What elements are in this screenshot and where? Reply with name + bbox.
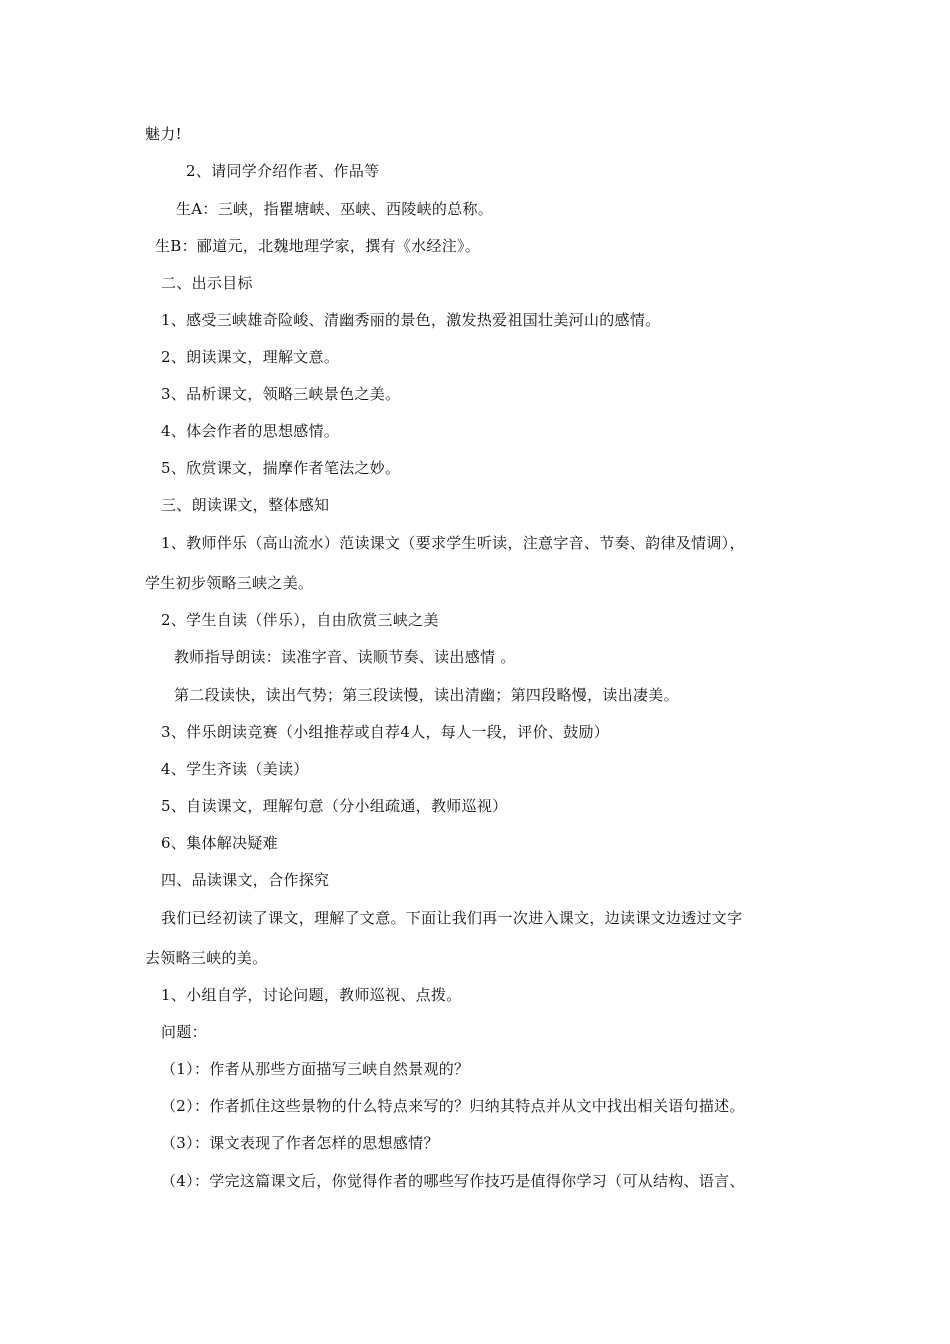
text-line: 2、学生自读（伴乐），自由欣赏三峡之美	[161, 611, 439, 629]
question-item: （4）：学完这篇课文后，你觉得作者的哪些写作技巧是值得你学习（可从结构、语言、	[161, 1172, 745, 1190]
text-line: 6、集体解决疑难	[161, 834, 278, 852]
text-line: 3、伴乐朗读竞赛（小组推荐或自荐4人，每人一段，评价、鼓励）	[161, 723, 610, 741]
text-line: 问题：	[161, 1023, 207, 1041]
text-line: 第二段读快，读出气势；第三段读慢，读出清幽；第四段略慢，读出凄美。	[174, 686, 679, 704]
question-item: （3）：课文表现了作者怎样的思想感情？	[161, 1134, 439, 1152]
text-line: 去领略三峡的美。	[145, 949, 268, 967]
text-line: 学生初步领略三峡之美。	[145, 574, 314, 592]
section-heading: 四、品读课文，合作探究	[161, 871, 330, 889]
text-line: 5、自读课文，理解句意（分小组疏通，教师巡视）	[161, 797, 508, 815]
text-line: 1、小组自学，讨论问题，教师巡视、点拨。	[161, 986, 462, 1004]
text-line: 4、体会作者的思想感情。	[161, 422, 340, 440]
section-heading: 三、朗读课文，整体感知	[161, 496, 330, 514]
section-heading: 二、出示目标	[161, 274, 253, 292]
text-line: 1、教师伴乐（高山流水）范读课文（要求学生听读，注意字音、节奏、韵律及情调），	[161, 534, 745, 552]
text-line: 1、感受三峡雄奇险峻、清幽秀丽的景色，激发热爱祖国壮美河山的感情。	[161, 311, 661, 329]
question-item: （1）：作者从那些方面描写三峡自然景观的？	[161, 1060, 470, 1078]
text-line: 4、学生齐读（美读）	[161, 760, 309, 778]
text-line: 3、品析课文，领略三峡景色之美。	[161, 385, 401, 403]
text-line: 生B：郦道元，北魏地理学家，撰有《水经注》。	[155, 237, 481, 255]
text-line: 教师指导朗读：读准字音、读顺节奏、读出感情 。	[174, 648, 516, 666]
text-line: 生A：三峡，指瞿塘峡、巫峡、西陵峡的总称。	[176, 200, 494, 218]
text-line: 我们已经初读了课文，理解了文意。下面让我们再一次进入课文，边读课文边透过文字	[161, 909, 743, 927]
text-line: 2、请同学介绍作者、作品等	[186, 162, 380, 180]
text-line: 魅力!	[145, 125, 182, 143]
text-line: 2、朗读课文，理解文意。	[161, 348, 340, 366]
question-item: （2）：作者抓住这些景物的什么特点来写的？归纳其特点并从文中找出相关语句描述。	[161, 1097, 745, 1115]
text-line: 5、欣赏课文，揣摩作者笔法之妙。	[161, 459, 401, 477]
